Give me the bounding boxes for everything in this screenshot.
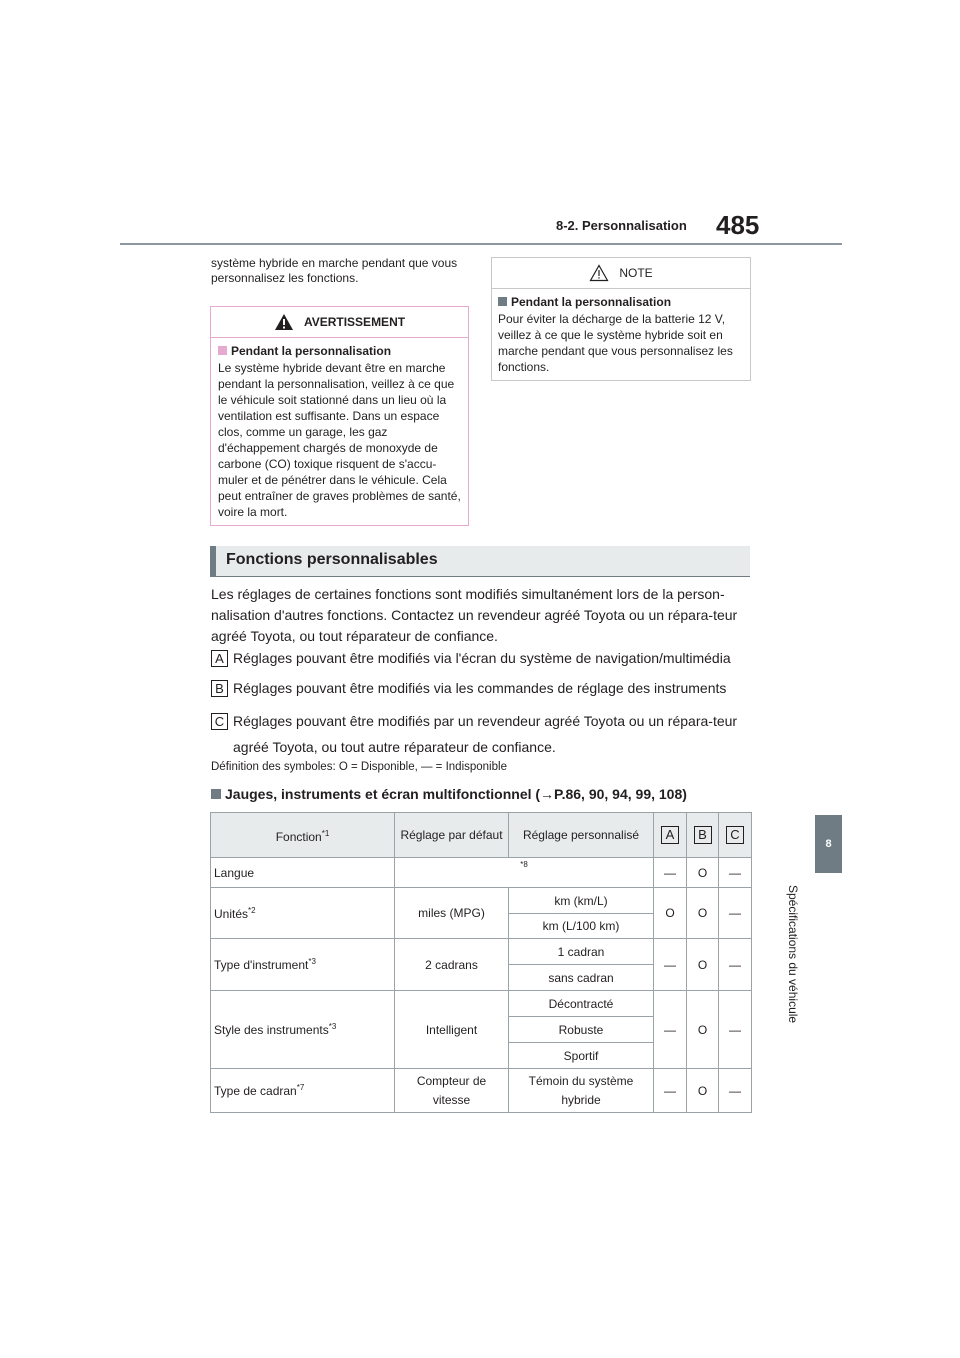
row-a: — [654,1069,687,1113]
legend-b-text: Réglages pouvant être modifiés via les commandes de réglage des instruments [233,680,727,696]
row-a: — [654,858,687,888]
row-b: O [687,888,719,939]
table-row [211,939,752,965]
row-custom: Décontracté [509,991,654,1017]
warning-box [210,306,469,526]
gauges-title: Jauges, instruments et écran multifonctionnel (→P.86, 90, 94, 99, 108) [225,786,687,802]
letter-c-icon: C [211,713,228,730]
row-custom: km (km/L) [509,888,654,914]
chapter-tab: 8 [815,815,842,873]
header-rule [120,243,842,245]
table-row [211,858,752,888]
row-default: Compteur de vitesse [395,1069,509,1113]
row-a: — [654,991,687,1069]
row-function: Langue [211,858,395,888]
warning-icon [274,313,294,331]
section-title: Fonctions personnalisables [226,551,438,568]
row-a: — [654,939,687,991]
warning-body: Le système hybride devant être en marche pendant la personnalisation, veillez à ce que le véhicule soit stationné dans un lieu où la ventilation est suffisante. Dans un espace clos, comme un garage, les gaz d'échappement chargés de monoxyde de carbone (CO) toxique risquent de s'accu-muler et de pénétrer dans le véhicule. Cela peut entraîner de graves problèmes de santé, voire la mort. [218,361,461,519]
intro-text: système hybride en marche pendant que vous personnalisez les fonctions. [211,256,458,285]
header-function: Fonction$^{*1}$ [211,813,395,858]
table-header-row [211,813,752,858]
row-b: O [687,991,719,1069]
note-box [491,257,751,381]
row-custom: 1 cadran [509,939,654,965]
row-default: *8 [395,858,654,888]
row-c: — [719,991,752,1069]
letter-b-icon: B [211,680,228,697]
row-custom: km (L/100 km) [509,914,654,939]
table-row [211,888,752,914]
header-custom: Réglage personnalisé [509,813,654,858]
chapter-label [788,885,802,1045]
row-b: O [687,1069,719,1113]
note-header [492,258,750,289]
row-function: Style des instruments$^{*3}$ [211,991,395,1069]
row-c: — [719,939,752,991]
letter-b-icon: B [694,826,712,844]
header-default: Réglage par défaut [395,813,509,858]
row-custom: sans cadran [509,965,654,991]
caution-icon [589,264,609,282]
row-function: Type d'instrument$^{*3}$ [211,939,395,991]
row-c: — [719,888,752,939]
row-default: miles (MPG) [395,888,509,939]
note-subtitle: Pendant la personnalisation [511,295,672,309]
letter-a-icon: A [211,650,228,667]
row-c: — [719,858,752,888]
row-custom: Sportif [509,1043,654,1069]
row-custom: Témoin du système hybride [509,1069,654,1113]
chapter-label-text: Spécifications du véhicule [786,885,800,1024]
note-square-icon [498,297,507,306]
row-b: O [687,858,719,888]
section-header: 8-2. Personnalisation [556,218,687,233]
note-title: NOTE [619,266,653,280]
section-banner [210,546,750,577]
row-a: O [654,888,687,939]
page-number: 485 [716,210,760,240]
warning-header [211,307,468,338]
row-default: Intelligent [395,991,509,1069]
warning-square-icon [218,346,227,355]
header-b [687,813,719,858]
symbols-definition: Définition des symboles: O = Disponible, — = Indisponible [211,761,507,773]
warning-subtitle: Pendant la personnalisation [231,344,392,358]
row-function: Unités$^{*2}$ [211,888,395,939]
legend-c-text: Réglages pouvant être modifiés par un revendeur agréé Toyota ou un répara-teur agréé Toyota, ou tout autre réparateur de confiance. [233,713,738,755]
intro-paragraph: Les réglages de certaines fonctions sont modifiés simultanément lors de la person-nalisation d'autres fonctions. Contactez un revendeur agréé Toyota ou un répara-teur agréé Toyota, ou tout réparateur de confiance. [211,586,738,644]
header-c [719,813,752,858]
row-default: 2 cadrans [395,939,509,991]
letter-a-icon: A [661,826,679,844]
row-custom: Robuste [509,1017,654,1043]
warning-title: AVERTISSEMENT [303,315,406,329]
letter-c-icon: C [726,826,744,844]
table-row [211,1069,752,1113]
row-b: O [687,939,719,991]
table-row [211,991,752,1017]
custom-functions-table [210,812,752,1113]
header-a [654,813,687,858]
note-body: Pour éviter la décharge de la batterie 12 V, veillez à ce que le système hybride soit en marche pendant que vous personnalisez les fonctions. [498,312,733,374]
gauges-square-icon [211,789,221,799]
row-c: — [719,1069,752,1113]
legend-a-text: Réglages pouvant être modifiés via l'écran du système de navigation/multimédia [233,650,731,666]
row-function: Type de cadran$^{*7}$ [211,1069,395,1113]
gauges-heading [211,786,687,802]
